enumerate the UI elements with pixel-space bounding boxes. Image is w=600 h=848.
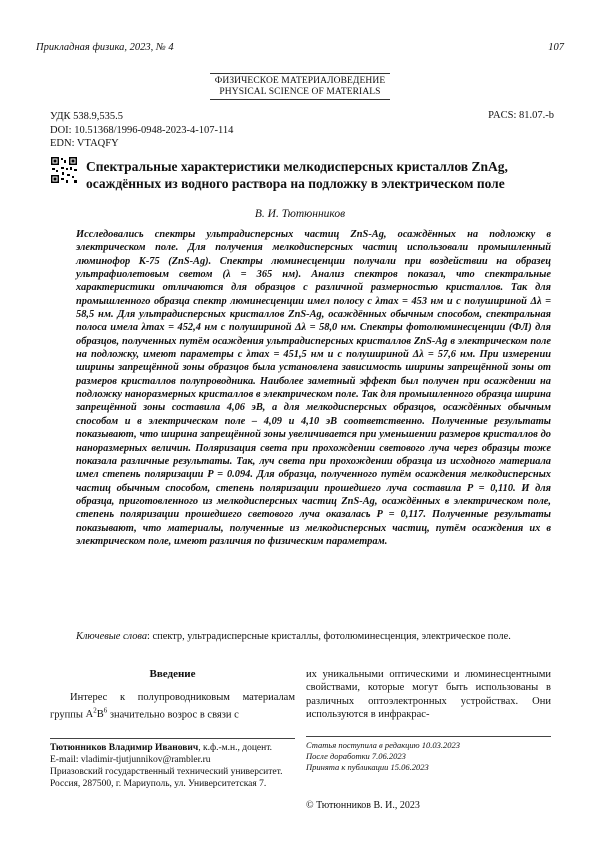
footnote-rule-right	[306, 736, 551, 737]
abstract	[76, 228, 551, 548]
footnote-rule-left	[50, 738, 295, 739]
qr-code-icon	[50, 156, 78, 184]
author-affiliation: Приазовский государственный технический университет.	[50, 767, 283, 777]
intro-text-end: значительно возрос в связи с	[109, 709, 239, 721]
keywords-label: Ключевые слова	[76, 631, 148, 642]
author-full-name: Тютюнников Владимир Иванович	[50, 743, 199, 753]
author-info	[50, 738, 295, 790]
date-received: Статья поступила в редакцию 10.03.2023	[306, 740, 461, 750]
keywords-text: : спектр, ультрадисперсные кристаллы, фотолюминесценция, электрическое поле.	[147, 631, 511, 642]
title-line-1: Спектральные характеристики мелкодисперсных кристаллов ZnAg,	[86, 159, 508, 174]
author-email: E-mail: vladimir-tjutjunnikov@rambler.ru	[50, 755, 211, 765]
author-full-name-line	[50, 742, 295, 754]
journal-header: Прикладная физика, 2023, № 4	[36, 42, 174, 53]
section-heading	[0, 76, 600, 98]
article-meta	[50, 110, 233, 151]
author-name: В. И. Тютюнников	[254, 208, 346, 220]
abstract-text: Исследовались спектры ультрадисперсных частиц ZnS-Ag, осаждённых на подложку в электрическом поле. Для получения мелкодисперсных частиц использовали промышленный люминофор К-75 (ZnS-Ag). Спектры люминесценции получали при воздействии на образец ультрафиолетовым светом (λ = 365 нм). Анализ спектров показал, что спектральные характеристики отличаются для образцов с различной размерностью кристаллов. Так для промышленного образца спектр люминесценции имел полосу с λmax = 453 нм и с полушириной Δλ = 58,5 нм. Для ультрадисперсных кристаллов ZnS-Ag, осаждённых обычным способом, спектральная полоса имела λmax = 452,4 нм с полушириной Δλ = 58,0 нм. Спектры фотолюминесценции (ФЛ) для образцов, полученных путём осаждения ультрадисперсных кристаллов ZnS-Ag в электрическом поле на подложку, имеют параметры с λmax = 451,5 нм и с полушириной Δλ = 57,6 нм. При измерении ширины запрещённой зоны образцов была установлена зависимость ширины запрещённой зоны от размеров кристаллов полупроводника. Наиболее заметный эффект был получен при осаждении на подложку наноразмерных кристаллов в электрическом поле. Так для промышленного образца ширина запрещённой зоны составила 4,06 эВ, а для мелкодисперсных образцов, осаждённых обычным способом и в электрическом поле – 4,09 и 4,10 эВ соответственно. Полученные результаты показывают, что ширина запрещённой зоны увеличивается при уменьшении размеров кристаллов до наноразмерных величин. Поляризация света при прохождении светового луча через образцы тоже показала различные результаты. Так, луч света при прохождении образца из исходного материала имел степень поляризации P = 0.094. Для образца, полученного путём осаждения мелкодисперсных частиц обычным способом, степень поляризации прошедшего луча составила P = 0,110. И для образца, приготовленного из мелкодисперсных частиц ZnS-Ag, осаждённых в электрическом поле, степень поляризации прошедшего светового луча оказалась P = 0,117. Полученные результаты показывают, что материалы, полученные из мелкодисперсных частиц, путём осаждения их в электрическом поле, имеют различия по физическим параметрам.	[76, 229, 551, 547]
keywords	[76, 630, 551, 643]
intro-continuation: их уникальными оптическими и люминесцентными свойствами, которые могут быть использованы в различных оптоэлектронных устройствах. Они используются в инфракрас-	[306, 669, 551, 721]
author-address: Россия, 287500, г. Мариуполь, ул. Университетская 7.	[50, 779, 267, 789]
section-title-ru: ФИЗИЧЕСКОЕ МАТЕРИАЛОВЕДЕНИЕ	[214, 76, 386, 86]
pacs-code: PACS: 81.07.-b	[488, 110, 554, 121]
edn: EDN: VTAQFY	[50, 138, 119, 149]
doi: DOI: 10.51368/1996-0948-2023-4-107-114	[50, 124, 234, 136]
intro-text-start: Интерес к полупроводниковым материалам группы	[50, 692, 295, 721]
section-rule-top	[210, 73, 390, 74]
section-title-en: PHYSICAL SCIENCE OF MATERIALS	[219, 87, 381, 97]
date-revised: После доработки 7.06.2023	[306, 751, 406, 761]
right-column	[306, 668, 551, 722]
date-accepted: Принята к публикации 15.06.2023	[306, 762, 429, 772]
author-degree: , к.ф.-м.н., доцент.	[198, 743, 273, 753]
title-line-2: осаждённых из водного раствора на подложку в электрическом поле	[86, 176, 505, 191]
formula-a2b6: $A^2B^6$	[85, 706, 108, 721]
page-number: 107	[548, 42, 564, 53]
udc-code: УДК 538.9,535.5	[50, 111, 124, 122]
copyright: © Тютюнников В. И., 2023	[306, 800, 420, 811]
article-dates	[306, 736, 551, 773]
intro-paragraph	[50, 691, 295, 721]
section-rule-bottom	[210, 99, 390, 100]
article-title	[86, 158, 556, 192]
left-column	[50, 668, 295, 722]
intro-heading: Введение	[149, 668, 196, 680]
